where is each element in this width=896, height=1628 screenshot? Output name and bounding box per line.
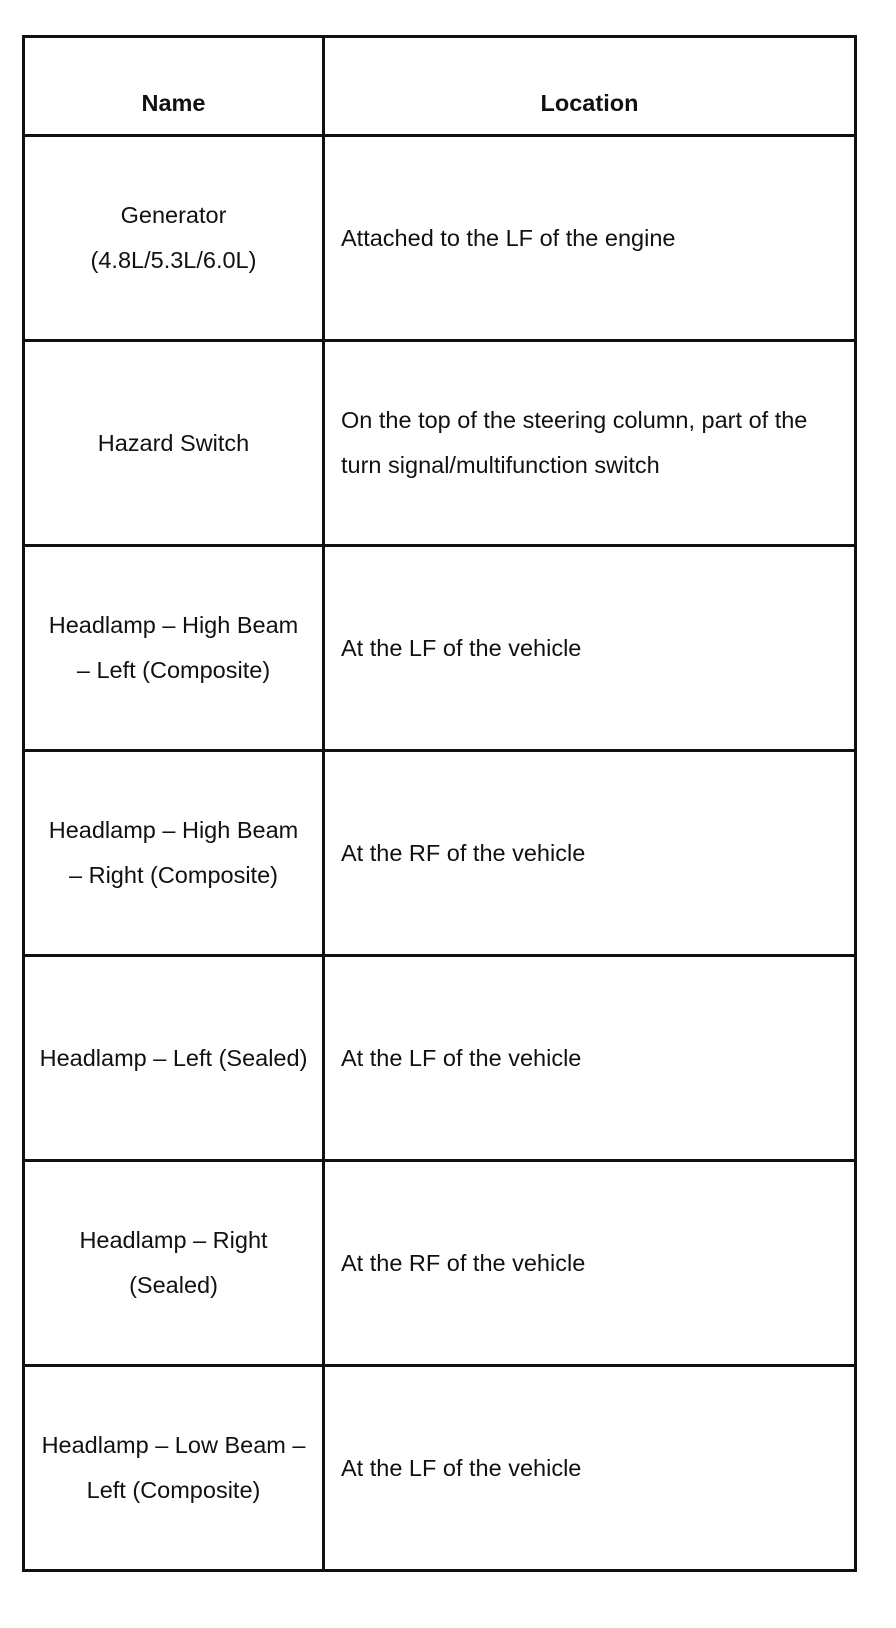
component-name: Headlamp – Low Beam – Left (Composite) (24, 1366, 324, 1571)
name-column-header: Name (24, 37, 324, 136)
component-name: Generator (4.8L/5.3L/6.0L) (24, 136, 324, 341)
component-location-table (22, 35, 857, 1572)
component-location: At the LF of the vehicle (324, 546, 856, 751)
component-location: At the RF of the vehicle (324, 1161, 856, 1366)
component-name: Headlamp – Left (Sealed) (24, 956, 324, 1161)
table-row (24, 751, 856, 956)
component-location: Attached to the LF of the engine (324, 136, 856, 341)
component-location: At the LF of the vehicle (324, 1366, 856, 1571)
table-row (24, 1161, 856, 1366)
component-location: On the top of the steering column, part of the turn signal/multifunction switch (324, 341, 856, 546)
table-row (24, 1366, 856, 1571)
location-column-header: Location (324, 37, 856, 136)
component-name: Headlamp – Right (Sealed) (24, 1161, 324, 1366)
component-name: Headlamp – High Beam – Left (Composite) (24, 546, 324, 751)
component-name: Hazard Switch (24, 341, 324, 546)
component-location-table-container (22, 35, 857, 1572)
table-row (24, 956, 856, 1161)
table-row (24, 546, 856, 751)
component-location: At the RF of the vehicle (324, 751, 856, 956)
table-row (24, 341, 856, 546)
table-row (24, 136, 856, 341)
component-name: Headlamp – High Beam – Right (Composite) (24, 751, 324, 956)
component-location: At the LF of the vehicle (324, 956, 856, 1161)
table-header-row (24, 37, 856, 136)
